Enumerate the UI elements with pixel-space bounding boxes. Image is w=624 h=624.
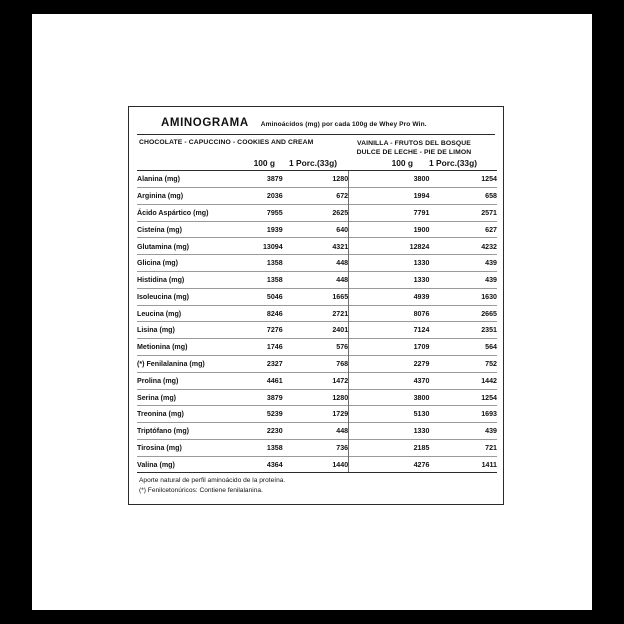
table-row	[137, 339, 497, 356]
row-left-100g: 13094	[228, 238, 283, 255]
row-left-portion: 640	[283, 221, 349, 238]
row-right-100g: 8076	[360, 305, 430, 322]
document-page	[32, 14, 592, 610]
row-right-100g: 12824	[360, 238, 430, 255]
row-right-100g: 5130	[360, 406, 430, 423]
row-right-100g: 4939	[360, 288, 430, 305]
table-row	[137, 406, 497, 423]
table-body	[137, 171, 497, 473]
row-left-portion: 448	[283, 255, 349, 272]
row-separator	[349, 355, 360, 372]
row-left-portion: 1472	[283, 372, 349, 389]
row-left-100g: 4364	[228, 456, 283, 473]
row-left-100g: 2327	[228, 355, 283, 372]
row-right-portion: 564	[429, 339, 497, 356]
footnotes	[129, 473, 503, 504]
row-label: Alanina (mg)	[137, 171, 228, 188]
column-header-right-100g: 100 g	[391, 158, 413, 169]
row-label: Glutamina (mg)	[137, 238, 228, 255]
row-right-portion: 1254	[429, 389, 497, 406]
row-separator	[349, 305, 360, 322]
row-right-portion: 439	[429, 255, 497, 272]
table-row	[137, 456, 497, 473]
column-header-right-portion: 1 Porc.(33g)	[429, 158, 477, 169]
row-separator	[349, 389, 360, 406]
footnote-line-1: Aporte natural de perfil aminoácido de la proteína.	[139, 477, 286, 485]
row-left-portion: 768	[283, 355, 349, 372]
column-header-left-100g: 100 g	[253, 158, 275, 169]
row-separator	[349, 188, 360, 205]
flavor-group-right-line1: VAINILLA - FRUTOS DEL BOSQUE	[356, 140, 471, 147]
row-separator	[349, 272, 360, 289]
row-separator	[349, 439, 360, 456]
row-label: Ácido Aspártico (mg)	[137, 204, 228, 221]
row-left-portion: 1280	[283, 389, 349, 406]
row-separator	[349, 171, 360, 188]
table-row	[137, 272, 497, 289]
row-right-portion: 2351	[429, 322, 497, 339]
row-label: Isoleucina (mg)	[137, 288, 228, 305]
row-right-100g: 4370	[360, 372, 430, 389]
row-left-100g: 1358	[228, 255, 283, 272]
row-right-portion: 658	[429, 188, 497, 205]
row-right-100g: 2185	[360, 439, 430, 456]
row-left-100g: 8246	[228, 305, 283, 322]
row-right-portion: 1442	[429, 372, 497, 389]
row-separator	[349, 204, 360, 221]
row-right-100g: 3800	[360, 389, 430, 406]
row-left-100g: 5046	[228, 288, 283, 305]
table-row	[137, 305, 497, 322]
row-right-portion: 2665	[429, 305, 497, 322]
flavor-group-left: CHOCOLATE - CAPUCCINO - COOKIES AND CREAM	[139, 139, 314, 146]
row-right-portion: 752	[429, 355, 497, 372]
aminogram-panel	[128, 106, 504, 505]
flavor-group-header	[129, 135, 503, 157]
row-label: Leucina (mg)	[137, 305, 228, 322]
row-left-100g: 4461	[228, 372, 283, 389]
row-separator	[349, 238, 360, 255]
row-left-portion: 4321	[283, 238, 349, 255]
row-right-100g: 1709	[360, 339, 430, 356]
row-right-portion: 439	[429, 423, 497, 440]
panel-header	[129, 115, 503, 132]
column-header-row	[129, 157, 503, 170]
row-left-100g: 7276	[228, 322, 283, 339]
row-right-portion: 439	[429, 272, 497, 289]
row-left-portion: 1280	[283, 171, 349, 188]
table-row	[137, 423, 497, 440]
row-right-100g: 1994	[360, 188, 430, 205]
row-right-portion: 1630	[429, 288, 497, 305]
row-separator	[349, 372, 360, 389]
row-right-portion: 1693	[429, 406, 497, 423]
row-right-100g: 2279	[360, 355, 430, 372]
row-left-portion: 448	[283, 423, 349, 440]
row-left-portion: 448	[283, 272, 349, 289]
row-left-100g: 7955	[228, 204, 283, 221]
row-label: Prolina (mg)	[137, 372, 228, 389]
row-left-100g: 3879	[228, 389, 283, 406]
row-right-100g: 3800	[360, 171, 430, 188]
row-label: Cisteína (mg)	[137, 221, 228, 238]
row-right-100g: 1330	[360, 255, 430, 272]
table-row	[137, 322, 497, 339]
row-label: (*) Fenilalanina (mg)	[137, 355, 228, 372]
aminogram-table	[137, 170, 497, 473]
table-row	[137, 439, 497, 456]
row-right-100g: 4276	[360, 456, 430, 473]
row-label: Tirosina (mg)	[137, 439, 228, 456]
row-left-portion: 2401	[283, 322, 349, 339]
row-label: Histidina (mg)	[137, 272, 228, 289]
row-left-100g: 1358	[228, 439, 283, 456]
table-row	[137, 355, 497, 372]
row-left-portion: 576	[283, 339, 349, 356]
row-separator	[349, 339, 360, 356]
row-label: Arginina (mg)	[137, 188, 228, 205]
row-separator	[349, 221, 360, 238]
row-left-portion: 672	[283, 188, 349, 205]
row-label: Glicina (mg)	[137, 255, 228, 272]
row-left-portion: 2625	[283, 204, 349, 221]
row-label: Triptófano (mg)	[137, 423, 228, 440]
row-left-100g: 1939	[228, 221, 283, 238]
row-right-portion: 2571	[429, 204, 497, 221]
row-label: Metionina (mg)	[137, 339, 228, 356]
row-right-portion: 627	[429, 221, 497, 238]
row-right-portion: 4232	[429, 238, 497, 255]
flavor-group-right	[333, 139, 495, 157]
row-separator	[349, 322, 360, 339]
table-row	[137, 204, 497, 221]
row-right-100g: 7124	[360, 322, 430, 339]
row-left-portion: 1665	[283, 288, 349, 305]
row-left-100g: 1746	[228, 339, 283, 356]
table-row	[137, 238, 497, 255]
flavor-group-right-line2: DULCE DE LECHE - PIE DE LIMON	[356, 149, 472, 157]
row-right-portion: 1411	[429, 456, 497, 473]
column-header-left-portion: 1 Porc.(33g)	[289, 158, 337, 169]
table-row	[137, 221, 497, 238]
row-separator	[349, 456, 360, 473]
row-label: Treonina (mg)	[137, 406, 228, 423]
row-separator	[349, 255, 360, 272]
row-left-portion: 2721	[283, 305, 349, 322]
row-left-100g: 1358	[228, 272, 283, 289]
table-row	[137, 389, 497, 406]
row-separator	[349, 406, 360, 423]
table-row	[137, 188, 497, 205]
row-right-100g: 1330	[360, 272, 430, 289]
row-separator	[349, 423, 360, 440]
row-label: Valina (mg)	[137, 456, 228, 473]
footnote-line-2: (*) Fenilcetonúricos: Contiene fenilalanina.	[139, 487, 263, 495]
row-right-100g: 1900	[360, 221, 430, 238]
table-row	[137, 255, 497, 272]
row-right-100g: 7791	[360, 204, 430, 221]
row-left-portion: 736	[283, 439, 349, 456]
row-label: Lisina (mg)	[137, 322, 228, 339]
row-left-100g: 2230	[228, 423, 283, 440]
row-separator	[349, 288, 360, 305]
row-left-100g: 2036	[228, 188, 283, 205]
page-subtitle: Aminoácidos (mg) por cada 100g de Whey Pro Win.	[260, 121, 427, 128]
table-row	[137, 372, 497, 389]
row-right-portion: 721	[429, 439, 497, 456]
row-right-100g: 1330	[360, 423, 430, 440]
row-left-portion: 1729	[283, 406, 349, 423]
table-row	[137, 288, 497, 305]
page-title: AMINOGRAMA	[161, 117, 249, 129]
table-row	[137, 171, 497, 188]
row-left-100g: 3879	[228, 171, 283, 188]
row-left-portion: 1440	[283, 456, 349, 473]
row-left-100g: 5239	[228, 406, 283, 423]
row-right-portion: 1254	[429, 171, 497, 188]
row-label: Serina (mg)	[137, 389, 228, 406]
